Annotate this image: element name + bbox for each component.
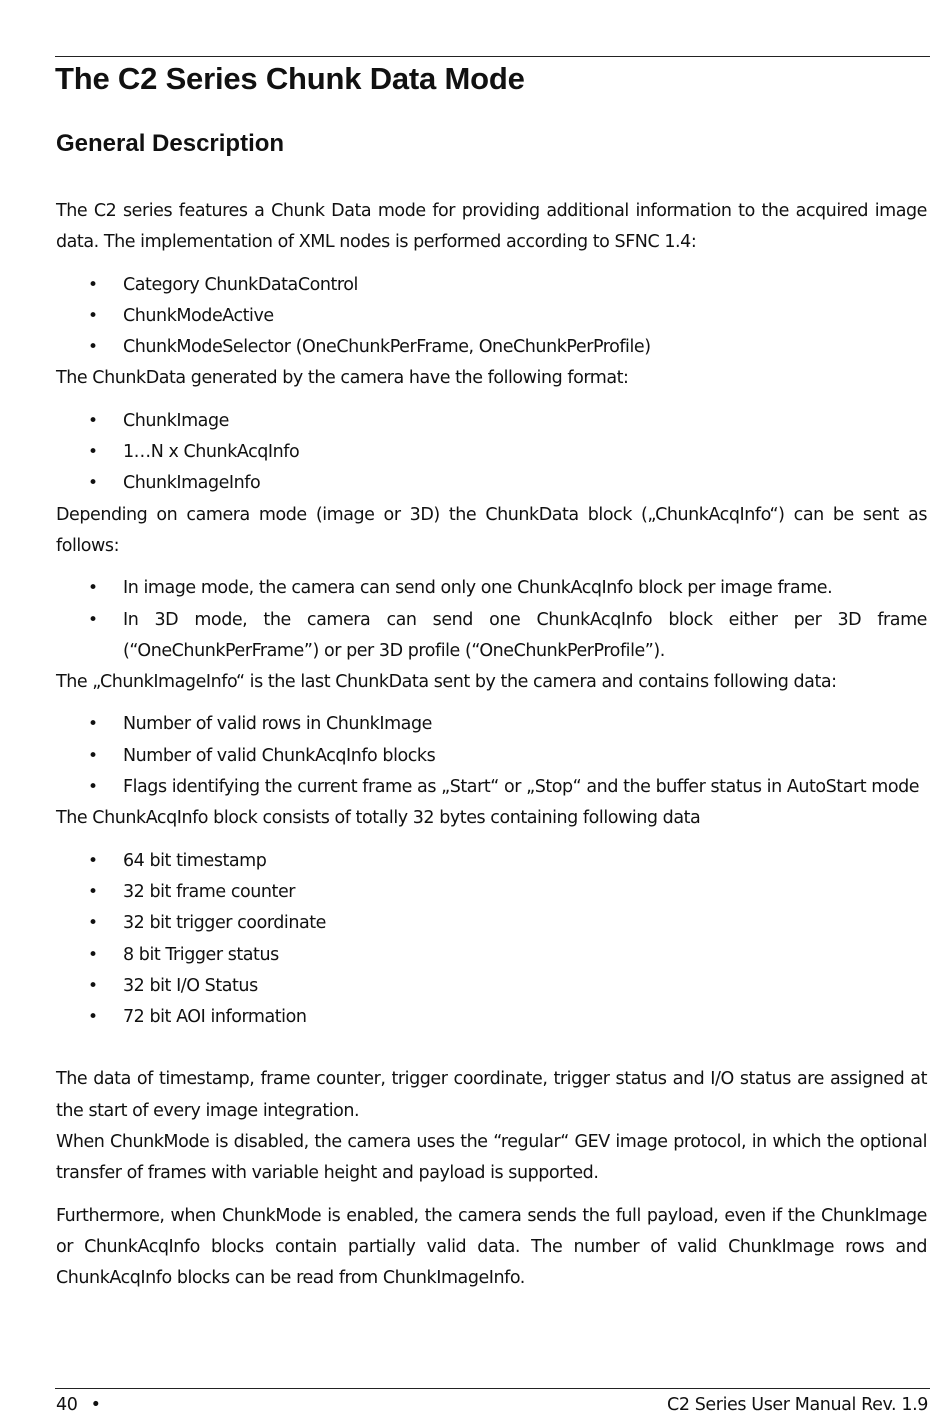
list-item: • Number of valid ChunkAcqInfo blocks [56,741,927,772]
format-intro-paragraph: The ChunkData generated by the camera have the following format: [56,368,629,389]
list-item: • ChunkModeSelector (OneChunkPerFrame, OneChunkPerProfile) [56,332,927,363]
list-item: • Flags identifying the current frame as „Start“ or „Stop“ and the buffer status in AutoStart mode [56,772,927,803]
list-item: • ChunkImageInfo [56,468,927,499]
list-item: • Number of valid rows in ChunkImage [56,709,927,740]
list-item: • 32 bit trigger coordinate [56,908,927,939]
chunkmode-disabled-paragraph: When ChunkMode is disabled, the camera uses the “regular“ GEV image protocol, in which the optional transfer of frames with variable height and payload is supported. [56,1132,927,1184]
page-number: 40 [56,1395,78,1415]
intro-paragraph: The C2 series features a Chunk Data mode for providing additional information to the acquired image data. The implementation of XML nodes is performed according to SFNC 1.4: [56,201,927,253]
timestamp-paragraph: The data of timestamp, frame counter, trigger coordinate, trigger status and I/O status are assigned at the start of every image integration. [56,1069,927,1121]
header-rule [55,56,930,57]
mode-intro-paragraph: Depending on camera mode (image or 3D) the ChunkData block („ChunkAcqInfo“) can be sent as follows: [56,504,927,556]
list-item: • In image mode, the camera can send only one ChunkAcqInfo block per image frame. [56,573,927,604]
list-item: • Category ChunkDataControl [56,270,927,301]
footer-manual-title: C2 Series User Manual Rev. 1.9 [667,1395,928,1415]
list-item: • 1…N x ChunkAcqInfo [56,437,927,468]
list-item: • ChunkImage [56,406,927,437]
list-item: • 8 bit Trigger status [56,940,927,971]
list-item: • In 3D mode, the camera can send one ChunkAcqInfo block either per 3D frame (“OneChunkPerFrame”) or per 3D profile (“OneChunkPerProfile”). [56,605,927,668]
list-item: • ChunkModeActive [56,301,927,332]
section-heading: General Description [56,130,285,157]
footer-rule [55,1388,930,1389]
document-body [56,196,927,1295]
list-item: • 64 bit timestamp [56,846,927,877]
footer-bullet: • [90,1395,101,1415]
mode-list [56,573,927,667]
xml-nodes-list [56,270,927,364]
footer-page-number [56,1394,101,1416]
list-item: • 32 bit frame counter [56,877,927,908]
imageinfo-list [56,709,927,803]
acqinfo-list [56,846,927,1034]
chunkmode-enabled-paragraph: Furthermore, when ChunkMode is enabled, the camera sends the full payload, even if the ChunkImage or ChunkAcqInfo blocks contain partially valid data. The number of valid ChunkImage rows and ChunkAcqInfo blocks can be read from ChunkImageInfo. [56,1205,927,1289]
page-title: The C2 Series Chunk Data Mode [55,61,525,96]
imageinfo-intro-paragraph: The „ChunkImageInfo“ is the last ChunkData sent by the camera and contains following data: [56,672,837,693]
acqinfo-intro-paragraph: The ChunkAcqInfo block consists of totally 32 bytes containing following data [56,808,701,829]
list-item: • 72 bit AOI information [56,1002,927,1033]
format-list [56,406,927,500]
list-item: • 32 bit I/O Status [56,971,927,1002]
